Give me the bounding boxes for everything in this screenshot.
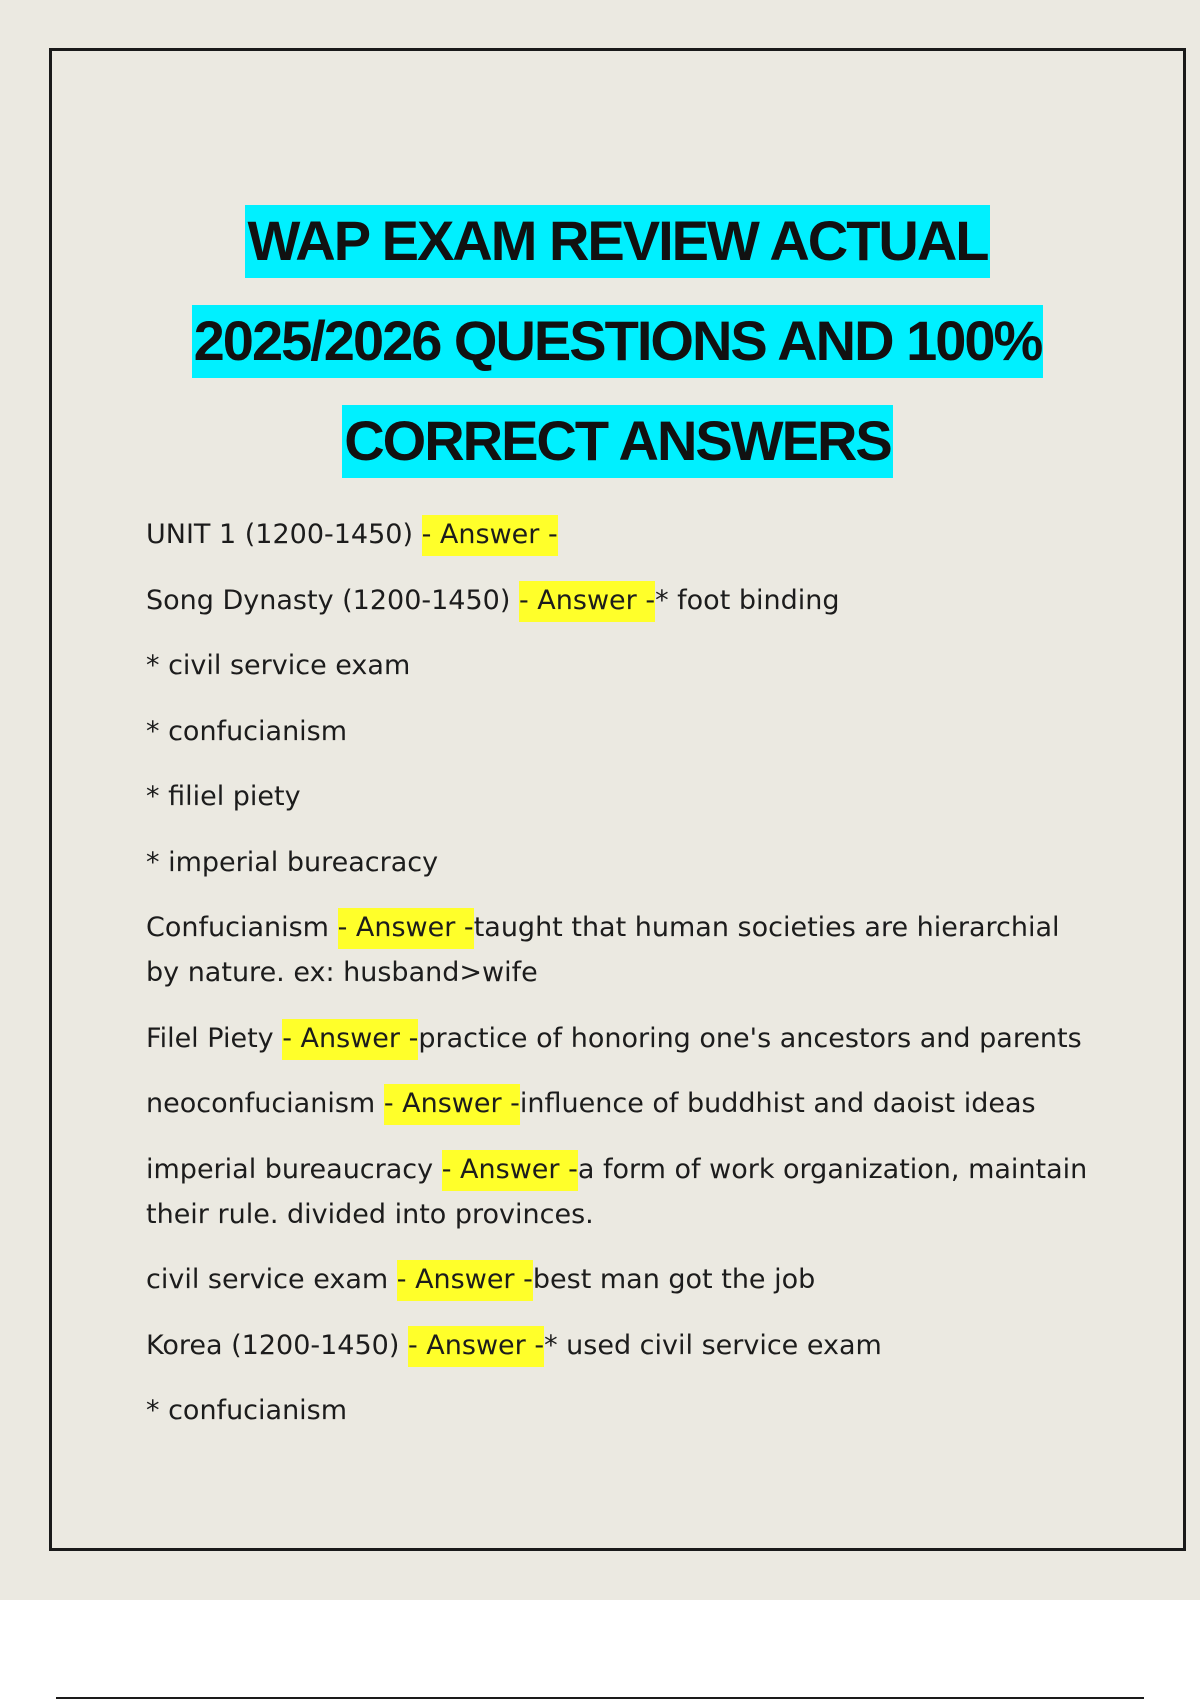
answer-marker: - Answer - xyxy=(422,515,558,556)
answer-marker: - Answer - xyxy=(384,1084,520,1125)
document-title xyxy=(52,191,1183,491)
qa-entry xyxy=(146,1081,1096,1126)
answer-marker: - Answer - xyxy=(397,1260,533,1301)
entry-term: neoconfucianism xyxy=(146,1088,376,1119)
answer-marker: - Answer - xyxy=(519,581,655,622)
entry-definition: a form of work organization, maintain their rule. divided into provinces. xyxy=(146,1153,1088,1230)
qa-entry xyxy=(146,643,1096,688)
title-line xyxy=(52,391,1183,491)
qa-entry xyxy=(146,512,1096,557)
entry-term: Korea (1200-1450) xyxy=(146,1329,400,1361)
qa-entry xyxy=(146,1257,1096,1302)
title-line-text: WAP EXAM REVIEW ACTUAL xyxy=(245,205,989,278)
qa-entry xyxy=(146,1323,1096,1368)
qa-entry xyxy=(146,1388,1096,1433)
footer-divider xyxy=(56,1697,1144,1699)
answer-marker: - Answer - xyxy=(442,1150,578,1191)
qa-entry xyxy=(146,1147,1096,1237)
entry-term: UNIT 1 (1200-1450) xyxy=(146,519,413,550)
qa-list xyxy=(146,512,1096,1454)
entry-term: Song Dynasty (1200-1450) xyxy=(146,584,511,616)
qa-entry xyxy=(146,905,1096,995)
title-line xyxy=(52,191,1183,291)
entry-definition: best man got the job xyxy=(532,1264,816,1295)
entry-definition: taught that human societies are hierarchial by nature. ex: husband>wife xyxy=(146,912,1060,988)
answer-marker: - Answer - xyxy=(338,908,474,949)
entry-term: * imperial bureacracy xyxy=(146,846,439,878)
answer-marker: - Answer - xyxy=(282,1019,418,1060)
qa-entry xyxy=(146,774,1096,819)
title-line-text: 2025/2026 QUESTIONS AND 100% xyxy=(192,305,1044,378)
title-line-text: CORRECT ANSWERS xyxy=(342,405,893,478)
title-line xyxy=(52,291,1183,391)
entry-term: * civil service exam xyxy=(146,650,411,681)
entry-term: imperial bureaucracy xyxy=(146,1153,434,1185)
entry-term: Filel Piety xyxy=(146,1022,274,1054)
qa-entry xyxy=(146,709,1096,754)
answer-marker: - Answer - xyxy=(408,1326,544,1367)
entry-definition: * foot binding xyxy=(655,584,840,616)
qa-entry xyxy=(146,840,1096,885)
entry-definition: * used civil service exam xyxy=(544,1329,882,1361)
entry-definition: influence of buddhist and daoist ideas xyxy=(519,1088,1036,1119)
entry-term: * confucianism xyxy=(146,715,348,747)
entry-term: * confucianism xyxy=(146,1395,348,1426)
entry-definition: practice of honoring one's ancestors and parents xyxy=(418,1022,1082,1054)
entry-term: Confucianism xyxy=(146,912,329,943)
entry-term: civil service exam xyxy=(146,1264,389,1295)
qa-entry xyxy=(146,578,1096,623)
qa-entry xyxy=(146,1016,1096,1061)
entry-term: * filiel piety xyxy=(146,781,301,812)
